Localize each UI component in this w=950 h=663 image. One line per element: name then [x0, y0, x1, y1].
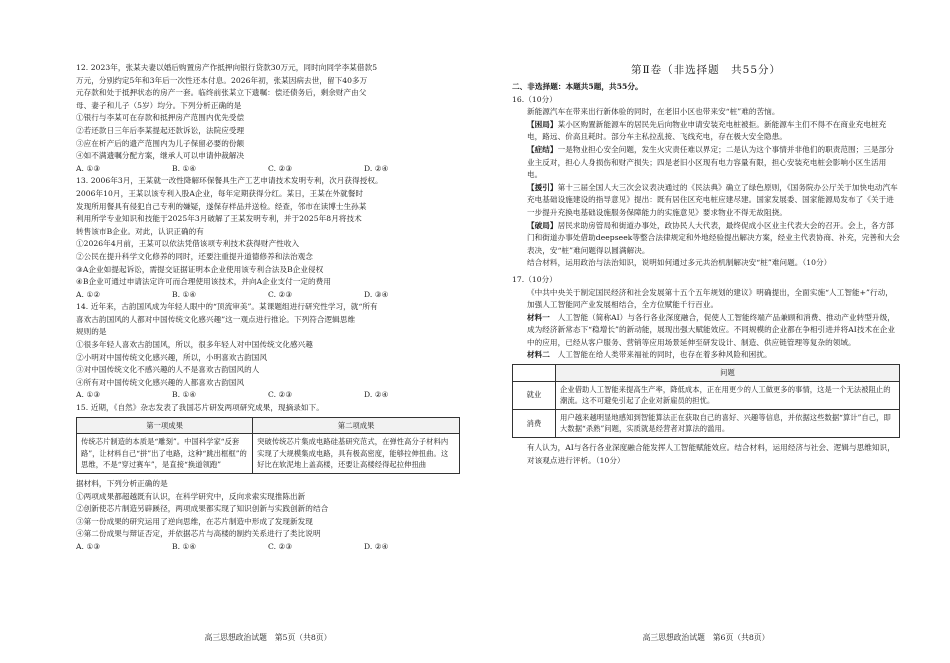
- q17-table-corner: [513, 365, 556, 382]
- q16-text: 第十三届全国人大三次会议表决通过的《民法典》确立了绿色原则，《国务院办公厅关于加快电动汽车充电基础设施建设的指导意见》提出：既有居住区充电桩应建尽建。国家发展委、国家能源局发布了《关于进一步提升充换电基础设施服务保障能力的实施意见》要求物业不得无故阻挠。: [527, 182, 898, 217]
- q16-label: 【症结】: [527, 144, 558, 154]
- q15-option: ③第一份成果的研究运用了逆向思维，在芯片制造中形成了发现新发现: [76, 516, 313, 526]
- q16-text: 一是物业担心安全问题，发生火灾责任难以界定；二是认为这个事情并非他们的职责范围；三是部分业主反对，担心人身损伤和财产损失；四是老旧小区现有电力容量有限，担心安装充电桩会影响小区生活用电。: [527, 144, 894, 180]
- q14-option: ②小明对中国传统文化感兴趣，所以，小明喜欢古韵国风: [76, 352, 268, 362]
- q12-line: 元存款和处于抵押状态的房产一套。临终前张某立下遗嘱：偿还债务后，剩余财产由父: [76, 88, 367, 98]
- q15-option: ①两项成果都超越既有认识，在科学研究中，反向求索实现推陈出新: [76, 491, 306, 501]
- q17-material-1: [512, 312, 900, 350]
- q17-text: 人工智能在给人类带来福祉的同时，也存在着多种风险和困扰。: [557, 350, 772, 360]
- q16-label: 【困局】: [527, 119, 558, 129]
- q12-line: 母、妻子和儿子（5岁）均分。下列分析正确的是: [76, 100, 242, 110]
- q14-option: ①很多年轻人喜欢古韵国风，所以，很多年轻人对中国传统文化感兴趣: [76, 340, 313, 350]
- q13-option: ④B企业可通过申请法定许可而合理使用该技术，并向A企业支付一定的费用: [76, 277, 331, 287]
- q17-text: 人工智能（简称AI）与各行各业深度融合，促使人工智能终端产品兼顾和消费、推动产业转型升级，成为经济新常态下“稳增长”的新动能，展现出强大赋能效应。不同规模的企业都在争相引进并将AI技术在企业中的应用，已经从客户服务、营销等应用场景延伸至研发设计、制造、供应链管理等复杂的领域。: [527, 312, 896, 347]
- answer-b: B. ①④: [172, 541, 197, 551]
- q13-option: ③A企业如提起诉讼，需提交证据证明本企业使用该专利合法及B企业侵权: [76, 264, 324, 274]
- q12-line: 12. 2023年，张某夫妻以婚后购置房产作抵押向银行贷款30万元，同时向同学李某借款5: [76, 63, 378, 72]
- q14-answers: [76, 389, 460, 402]
- section-title: 第Ⅱ卷（非选择题 共55分）: [631, 64, 781, 76]
- page-footer: 高三思想政治试题 第5页（共8页）: [204, 633, 332, 642]
- q16-para-breakthrough: [512, 220, 900, 258]
- answer-a: A. ①③: [76, 390, 101, 400]
- q12-answers: [76, 163, 460, 176]
- q14-option: ③对中国传统文化不感兴趣的人不是喜欢古韵国风的人: [76, 365, 260, 375]
- q16-intro: 新能源汽车在带来出行新体验的同时，在老旧小区也带来安“桩”难的苦恼。: [527, 107, 780, 117]
- q13-option: ②公民在提升科学文化修养的同时，还要注重提升道德修养和法治观念: [76, 251, 313, 261]
- q16-para-predicament: [512, 119, 900, 144]
- q15-option: ④第二份成果与辩证否定，并依据芯片与高楼的制约关系进行了类比说明: [76, 529, 321, 539]
- question-14: [76, 301, 460, 402]
- q17-row-label: 消费: [513, 409, 556, 437]
- q15-answers: [76, 541, 460, 554]
- q16-para-crux: [512, 144, 900, 182]
- q17-row-text: 企业借助人工智能来提高生产率，降低成本，正在用更少的人工做更多的事情，这是一个无法被阻止的潮流。这不可避免引起了企业对新雇员的担忧。: [556, 381, 900, 409]
- q17-material-2: [512, 349, 900, 362]
- q17-row-text: 用户越来越明显地感知到智能算法正在获取自己的喜好、兴趣等信息，并依据这些数据“算计”自己，即大数据“杀熟”问题，实质就是经营者对算法的滥用。: [556, 409, 900, 437]
- q13-line: 发现所用餐具有侵犯自己专利的嫌疑，遂保存样品并送检。经查，邻市在读博士生孙某: [76, 201, 367, 211]
- answer-d: D. ②④: [364, 541, 389, 551]
- q16-text: 居民求助房管局和街道办事处，政协民人大代表，最终促成小区业主代表大会的召开。会上，各方部门和街道办事处借助deepseek等整合法律规定和外地经验提出解决方案，经业主代表协商、补充，完善和大会表决，安“桩”难问题得以圆满解决。: [527, 220, 900, 255]
- q16-label: 【破局】: [527, 220, 558, 230]
- q13-line: 2006年10月，王某以该专利入股A企业，每年定期获得分红。某日，王某在外就餐时: [76, 188, 364, 198]
- q14-line: 规则的是: [76, 327, 107, 337]
- q15-table-cell: 突破传统芯片集成电路硅基研究范式，在弹性高分子材料内实现了大规模集成电路，具有极高密度，能够拉伸扭曲。这好比在软泥地上盖高楼，还要让高楼经得起拉伸扭曲: [253, 434, 460, 474]
- answer-b: B. ①④: [172, 163, 197, 173]
- q13-answers: [76, 289, 460, 302]
- question-17: [512, 274, 900, 467]
- q13-line: 利用所学专业知识和技能于2025年3月破解了王某发明专利，并于2025年8月将技术: [76, 214, 362, 224]
- q15-table: [76, 417, 460, 474]
- section-subtitle: 二、非选择题：本题共5题，共55分。: [512, 82, 643, 91]
- q17-question: 有人认为，AI与各行各业深度融合能发挥人工智能赋能效应。结合材料，运用经济与社会、逻辑与思维知识，对该观点进行评析。（10分）: [527, 443, 895, 465]
- answer-d: D. ②④: [364, 390, 389, 400]
- q17-head: 17.（10分）: [512, 274, 557, 284]
- question-13: [76, 175, 460, 301]
- q12-option: ②若还款日三年后李某提起还款诉讼，法院应受理: [76, 125, 245, 135]
- q12-option: ①银行与李某可在存款和抵押房产范围内优先受偿: [76, 113, 245, 123]
- q13-line: 转售该市B企业。对此，认识正确的有: [76, 226, 204, 236]
- q17-row-label: 就业: [513, 381, 556, 409]
- q12-option: ④如不满遗嘱分配方案，继承人可以申请仲裁解决: [76, 151, 245, 161]
- q17-label: 材料一: [527, 312, 550, 322]
- answer-a: A. ①③: [76, 541, 101, 551]
- answer-c: C. ②③: [268, 163, 293, 173]
- q12-line: 万元，分别约定5年和3年后一次性还本付息。2026年初，张某因病去世，留下40多万: [76, 75, 368, 85]
- q15-table-cell: 传统芯片制造的本质是“雕刻”。中国科学家“反套路”，让材料自己“拼”出了电路，这种“跳出框框”的思维，不是“穿过赛车”，是直接“换道领跑”: [77, 434, 253, 474]
- answer-c: C. ②③: [268, 390, 293, 400]
- q17-intro: 《中共中央关于制定国民经济和社会发展第十五个五年规划的建议》明确提出，全面实施“人工智能+”行动，加强人工智能同产业发展相结合，全方位赋能千行百业。: [527, 287, 893, 310]
- q17-label: 材料二: [527, 350, 550, 360]
- q17-table: [512, 364, 900, 438]
- left-page: [76, 62, 460, 643]
- answer-c: C. ②③: [268, 541, 293, 551]
- q15-table-header: 第一项成果: [77, 417, 253, 434]
- q15-table-header: 第二项成果: [253, 417, 460, 434]
- q14-option: ④所有对中国传统文化感兴趣的人都喜欢古韵国风: [76, 377, 245, 387]
- answer-d: D. ②④: [364, 163, 389, 173]
- q16-label: 【援引】: [527, 182, 558, 192]
- answer-a: A. ①②: [76, 289, 101, 299]
- q16-head: 16.（10分）: [512, 94, 557, 104]
- question-16: [512, 94, 900, 270]
- q13-line: 13. 2006年3月，王某就一改性降解环保餐具生产工艺申请技术发明专利，次月获得授权。: [76, 176, 383, 186]
- question-12: [76, 62, 460, 175]
- q15-option: ②创新使芯片制造另辟蹊径，两项成果都实现了知识创新与实践创新的结合: [76, 504, 329, 514]
- page-footer: 高三思想政治试题 第6页（共8页）: [642, 633, 770, 642]
- q17-table-header: 问题: [556, 365, 900, 382]
- answer-d: D. ③④: [364, 289, 389, 299]
- answer-a: A. ①③: [76, 163, 101, 173]
- question-15: [76, 402, 460, 554]
- q12-option: ③应在析产后的遗产范围内为儿子保留必要的份额: [76, 138, 245, 148]
- q14-line: 喜欢古韵国风的人都对中国传统文化感兴趣”这一观点进行推论。下列符合逻辑思维: [76, 314, 356, 324]
- q16-para-citation: [512, 182, 900, 220]
- q14-line: 14. 近年来，古韵国风成为年轻人眼中的“顶流审美”。某课题组进行研究性学习，就“所有: [76, 302, 378, 312]
- q16-text: 某小区购置新能源车的居民先后向物业申请安装充电桩被拒。新能源车主们不得不在商业充电桩充电，路远、价高且耗时。部分车主私拉乱接、飞线充电，存在极大安全隐患。: [527, 119, 887, 142]
- q15-line: 据材料，下列分析正确的是: [76, 479, 168, 488]
- answer-b: B. ①④: [172, 289, 197, 299]
- right-page: [512, 62, 900, 643]
- answer-b: B. ①④: [172, 390, 197, 400]
- q16-question: 结合材料，运用政治与法治知识，说明如何通过多元共治机制解决安“桩”难问题。（10分）: [527, 258, 832, 268]
- q13-option: ①2026年4月前，王某可以依法凭借该项专利技术获得财产性收入: [76, 239, 300, 249]
- q15-line: 15. 近期，《自然》杂志发表了我国芯片研发两项研究成果，现摘录如下。: [76, 403, 324, 413]
- answer-c: C. ②③: [268, 289, 293, 299]
